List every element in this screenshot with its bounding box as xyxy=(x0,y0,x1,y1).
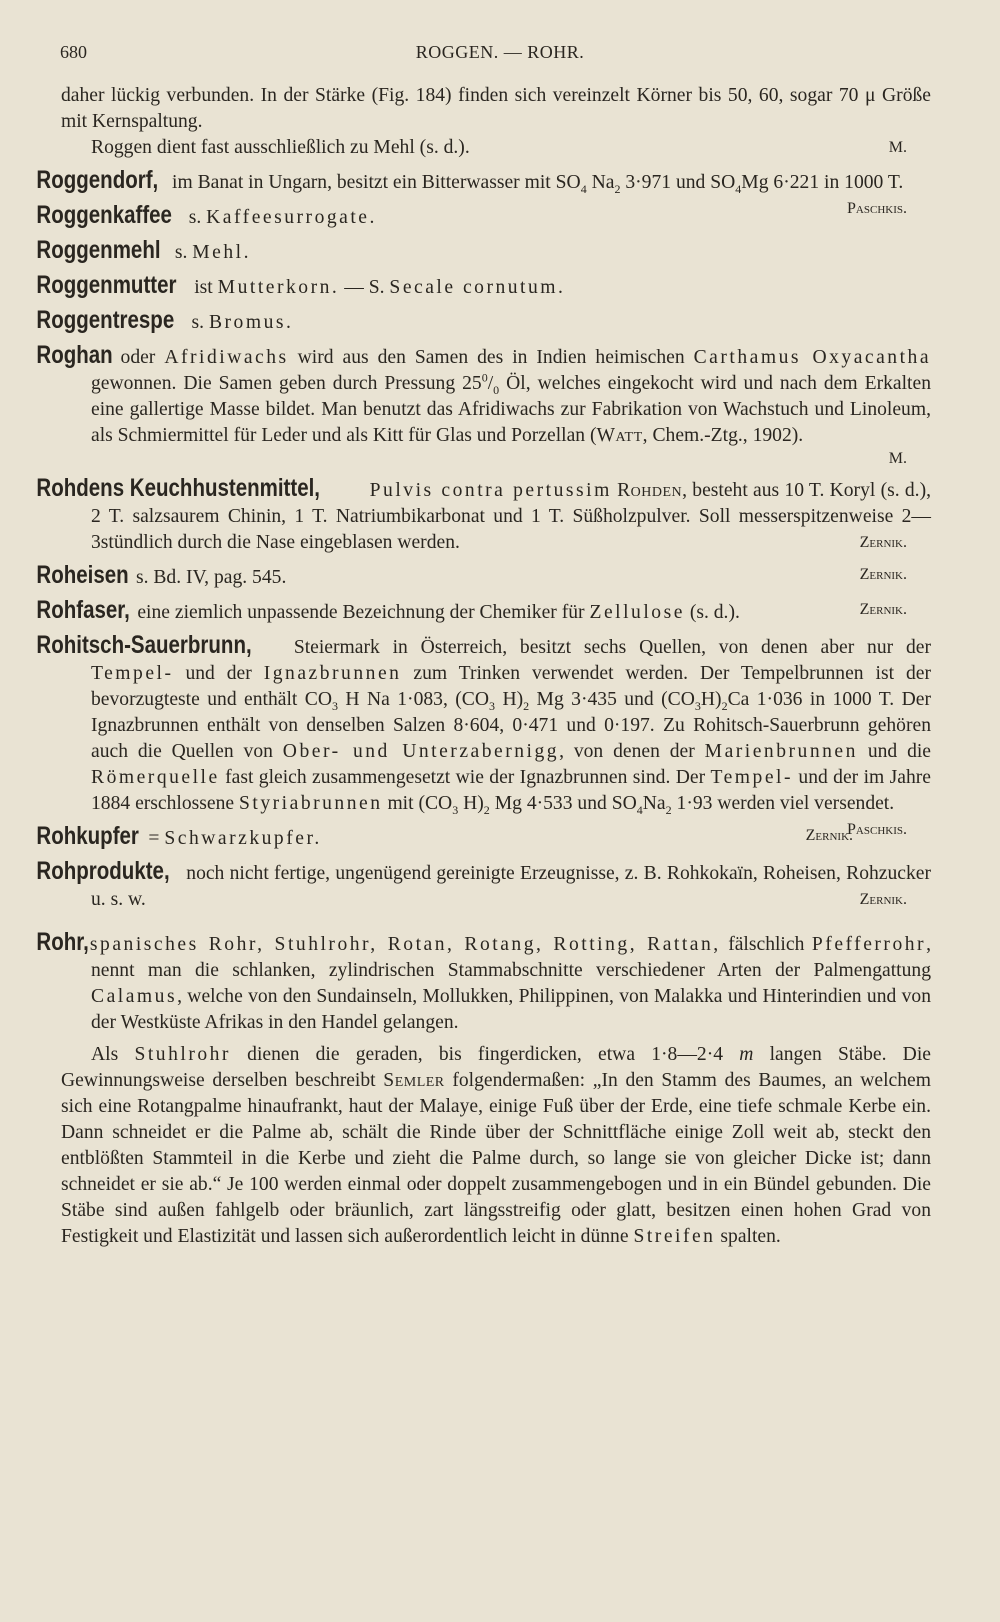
entry-rohfaser xyxy=(36,596,931,626)
entry-text: H) xyxy=(458,793,484,814)
headword: Rohfaser, xyxy=(36,596,130,624)
headword: Rohitsch-Sauerbrunn, xyxy=(36,631,252,659)
emphasis: Marienbrunnen xyxy=(704,741,858,762)
superscript: 0 xyxy=(481,370,488,385)
entry-text: H) xyxy=(700,689,722,710)
headword: Rohdens Keuchhustenmittel, xyxy=(36,474,321,502)
emphasis: Styriabrunnen xyxy=(239,793,383,814)
subscript: 4 xyxy=(636,802,643,817)
author-signature: Zernik. xyxy=(859,601,907,618)
intro-text: daher lückig verbunden. In der Stärke (Fig. 184) finden sich vereinzelt Körner bis 50, 60, sogar 70 μ Größe mit Kernspaltung. xyxy=(61,85,931,132)
entry-text: , nennt man die schlanken, zylindrischen Stammabschnitte verschiedener Arten der Palmengattung xyxy=(91,934,931,981)
entry-text: H) xyxy=(495,689,524,710)
entry-text: , Chem.-Ztg., 1902). xyxy=(642,425,804,446)
headword: Roggenkaffee xyxy=(36,201,172,229)
subscript: 2 xyxy=(614,181,621,196)
entry-text: folgendermaßen: „In den Stamm des Baumes, an welchem sich eine Rotangpalme hinaufrankt, haut der Malaye, einige Fuß über der Erde, eine tiefe schmale Kerbe ein. Dann schneidet er die Palme ab, schält die Rinde über der Schnittfläche einige Zoll weit ab, steckt den entblößten Stammteil in die Kerbe und zieht die Palme durch, so lange sie von gleicher Dicke ist; dann schneidet er sie ab.“ Je 100 werden einmal oder doppelt zusammengebogen und in ein Bündel gebunden. Die Stäbe sind außen fahlgelb oder bräunlich, zart längsstreifig oder glatt, besitzen einen hohen Grad von Festigkeit und Elastizität und lassen sich außerordentlich leicht in dünne xyxy=(61,1070,931,1247)
entry-text: zum Trinken verwendet werden. Der Tempelbrunnen ist der bevorzugteste und enthält CO xyxy=(91,663,931,710)
cross-reference: Bromus. xyxy=(208,312,294,333)
emphasis: Ignazbrunnen xyxy=(263,663,402,684)
entry-rohkupfer xyxy=(36,822,931,852)
entry-text: , welche von den Sundainseln, Mollukken, Philippinen, von Malakka und Hinterindien und von der Westküste Afrikas in den Handel gelangen. xyxy=(91,986,931,1033)
entry-text: Als xyxy=(91,1044,119,1065)
emphasis: Ober- und Unterzabernigg xyxy=(282,741,560,762)
entry-text: 1·93 werden viel versendet. xyxy=(671,793,895,814)
emphasis: Zellulose xyxy=(589,602,685,623)
entry-roggenkaffee xyxy=(36,201,931,231)
author-signature: Paschkis. xyxy=(847,821,907,838)
emphasis: Afridiwachs xyxy=(164,347,289,368)
entry-roggen-end xyxy=(61,83,931,161)
entry-text: (s. d.). xyxy=(689,602,740,623)
author-citation: Watt xyxy=(596,425,643,446)
subscript: 2 xyxy=(483,802,490,817)
page-header xyxy=(0,40,1000,70)
page-number: 680 xyxy=(60,42,87,62)
see-marker: s. xyxy=(174,242,188,263)
entry-roggentrespe xyxy=(36,306,931,336)
emphasis: spanisches Rohr, Stuhlrohr, Rotan, Rotang, Rotting, Rattan, xyxy=(89,934,721,955)
headword: Rohr, xyxy=(36,928,89,956)
entry-text: dienen die geraden, bis fingerdicken, etwa 1·8—2·4 xyxy=(247,1044,724,1065)
emphasis: Tempel- xyxy=(710,767,793,788)
subscript: 3 xyxy=(332,698,338,713)
see-marker: s. xyxy=(188,207,202,228)
see-marker: s. xyxy=(191,312,205,333)
headword: Roggentrespe xyxy=(36,306,175,334)
subscript: 3 xyxy=(694,698,701,713)
entry-text: fast gleich zusammengesetzt wie der Ignazbrunnen sind. Der xyxy=(225,767,706,788)
entry-text: — S. xyxy=(344,277,385,298)
headword: Roggenmehl xyxy=(36,236,161,264)
author-signature: Paschkis. xyxy=(847,200,907,217)
entry-text: = xyxy=(148,828,160,849)
subscript: 2 xyxy=(665,802,672,817)
entry-text: oder xyxy=(120,347,156,368)
entry-text: gewonnen. Die Samen geben durch Pressung 25 xyxy=(91,373,482,394)
entry-roggenmutter xyxy=(36,271,931,301)
author-citation: Semler xyxy=(383,1070,445,1091)
author-signature: Zernik. xyxy=(859,891,907,908)
subscript: 2 xyxy=(523,698,530,713)
author-signature: Zernik. xyxy=(859,534,907,551)
entry-roheisen xyxy=(36,561,931,591)
headword: Rohprodukte, xyxy=(36,857,170,885)
entry-text: langen Stäbe. Die Gewinnungsweise derselben beschreibt xyxy=(61,1044,931,1091)
entry-text: Steiermark in Österreich, besitzt sechs Quellen, von denen aber nur der xyxy=(293,637,931,658)
running-head: ROGGEN. — ROHR. xyxy=(415,42,585,62)
subscript: 3 xyxy=(452,802,459,817)
author-signature: Zernik. xyxy=(859,566,907,583)
cross-reference: Schwarzkupfer. xyxy=(164,828,322,849)
headword: Roheisen xyxy=(36,561,129,589)
entry-roghan xyxy=(36,341,932,469)
unit: m xyxy=(739,1044,754,1065)
emphasis: Calamus xyxy=(91,986,178,1007)
author-citation: Rohden xyxy=(617,480,683,501)
entry-text: Mg 6·221 in 1000 T. xyxy=(741,172,904,193)
headword: Roggendorf, xyxy=(36,166,159,194)
entry-text: wird aus den Samen des in Indien heimischen xyxy=(297,347,685,368)
intro-text-2: Roggen dient fast ausschließlich zu Mehl (s. d.). xyxy=(91,137,470,158)
author-signature: M. xyxy=(888,139,907,156)
headword: Roghan xyxy=(36,341,113,369)
entry-text: und der xyxy=(185,663,252,684)
entry-text: 3·971 und SO xyxy=(620,172,736,193)
headword: Roggenmutter xyxy=(36,271,177,299)
entry-rohr-paragraph-2 xyxy=(61,1042,931,1250)
entry-text: fälschlich xyxy=(728,934,805,955)
author-signature: M. xyxy=(888,450,907,467)
subscript: 4 xyxy=(735,181,742,196)
emphasis: Pfefferrohr xyxy=(811,934,927,955)
entry-text: , besteht aus 10 T. Koryl (s. d.), 2 T. salzsaurem Chinin, 1 T. Natriumbikarbonat und 1 T. Süßholzpulver. Soll messerspitzenweise 2—3stündlich durch die Nase eingeblasen werden. xyxy=(91,480,931,553)
entry-text: / xyxy=(487,373,494,394)
subscript: 4 xyxy=(580,181,587,196)
entry-text: H Na 1·083, (CO xyxy=(338,689,490,710)
entry-text: eine ziemlich unpassende Bezeichnung der Chemiker für xyxy=(137,602,585,623)
entry-text: und der im Jahre 1884 erschlossene xyxy=(91,767,931,814)
entry-text: im Banat in Ungarn, besitzt ein Bitterwasser mit SO xyxy=(172,172,581,193)
subscript: 3 xyxy=(489,698,496,713)
entry-text: Mg 3·435 und (CO xyxy=(529,689,695,710)
entry-text: Mg 4·533 und SO xyxy=(489,793,637,814)
subscript: 0 xyxy=(493,382,500,397)
cross-reference: Mehl. xyxy=(192,242,252,263)
entry-text: spalten. xyxy=(720,1226,781,1247)
emphasis: Tempel- xyxy=(91,663,174,684)
entry-text: Na xyxy=(586,172,615,193)
entry-text: Ca 1·036 in 1000 T. Der Ignazbrunnen enthält von denselben Salzen 8·604, 0·471 und 0·197. Zu Rohitsch-Sauerbrunn gehören auch die Quellen von xyxy=(91,689,931,762)
entry-roggenmehl xyxy=(36,236,931,266)
emphasis: Pulvis contra pertussim xyxy=(369,480,612,501)
cross-reference: Secale cornutum. xyxy=(389,277,566,298)
entry-rohr xyxy=(36,928,931,1036)
entry-text: Öl, welches eingekocht wird und nach dem Erkalten eine gallertige Masse bildet. Man benutzt das Afridiwachs zur Fabrikation von Wachstuch und Linoleum, als Schmiermittel für Leder und als Kitt für Glas und Porzellan ( xyxy=(91,373,931,446)
entry-text: ist xyxy=(194,277,213,298)
cross-reference: Mutterkorn. xyxy=(217,277,340,298)
entry-text: , von denen der xyxy=(559,741,695,762)
entry-rohprodukte xyxy=(36,857,931,913)
emphasis: Römerquelle xyxy=(91,767,220,788)
entry-text: Na xyxy=(642,793,666,814)
author-signature: Zernik. xyxy=(805,827,854,844)
article-body xyxy=(36,83,932,1256)
entry-text: noch nicht fertige, ungenügend gereinigte Erzeugnisse, z. B. Rohkokaïn, Roheisen, Rohzucker u. s. w. xyxy=(91,863,931,910)
subscript: 2 xyxy=(721,698,728,713)
emphasis: Streifen xyxy=(633,1226,716,1247)
entry-text: und die xyxy=(867,741,932,762)
emphasis: Carthamus Oxyacantha xyxy=(693,347,932,368)
entry-text: s. Bd. IV, pag. 545. xyxy=(135,567,287,588)
entry-text: mit (CO xyxy=(387,793,453,814)
entry-rohdens xyxy=(36,474,931,556)
emphasis: Stuhlrohr xyxy=(134,1044,231,1065)
headword: Rohkupfer xyxy=(36,822,139,850)
cross-reference: Kaffeesurrogate. xyxy=(206,207,377,228)
